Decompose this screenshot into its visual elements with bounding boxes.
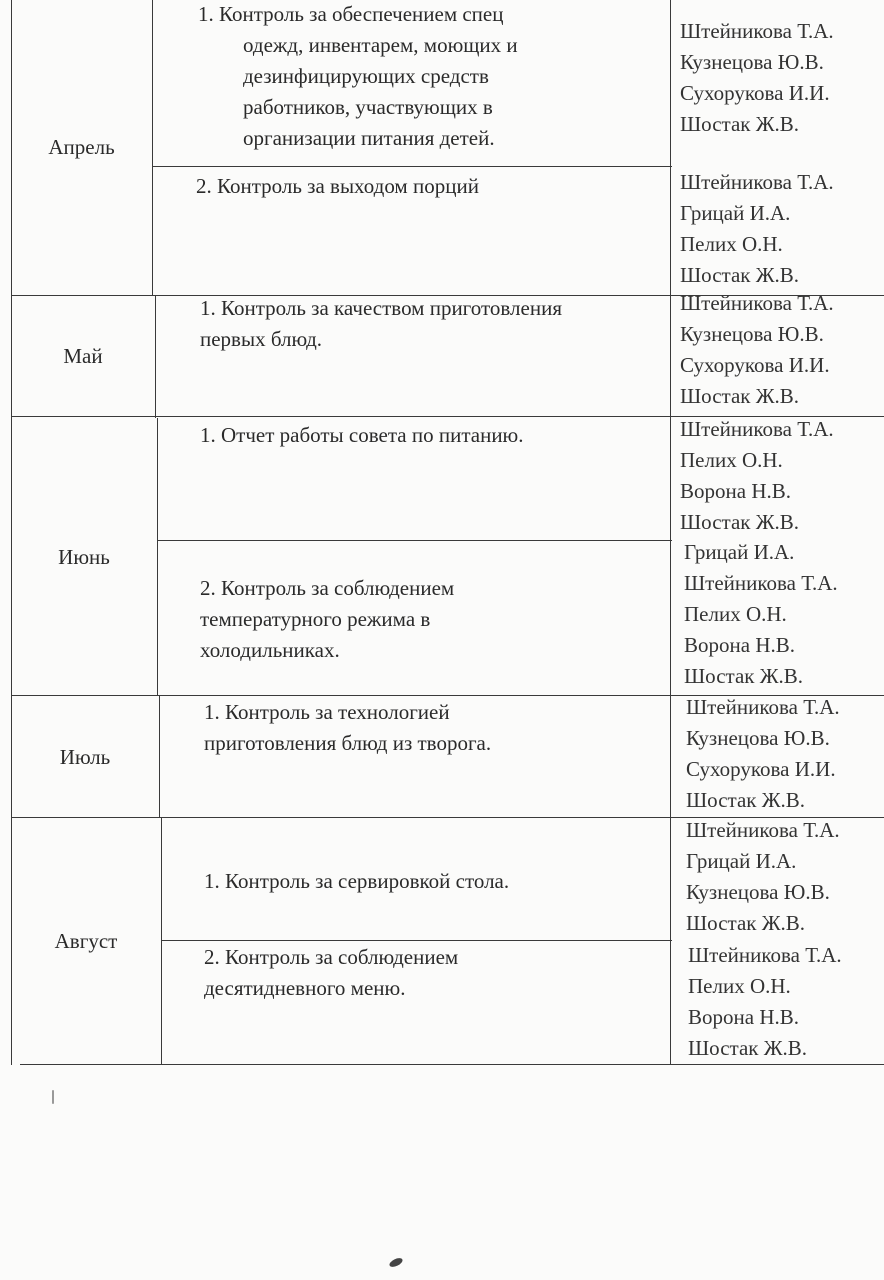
responsible-name: Сухорукова И.И.: [686, 757, 836, 781]
responsible-list: [684, 537, 884, 692]
task-text: [204, 942, 666, 1004]
responsible-name: Грицай И.А.: [680, 201, 791, 225]
responsible-list: [680, 288, 884, 412]
scan-mark: [388, 1256, 404, 1268]
responsible-name: Штейникова Т.А.: [688, 943, 842, 967]
responsible-name: Штейникова Т.А.: [680, 170, 834, 194]
responsible-name: Штейникова Т.А.: [680, 291, 834, 315]
table-divider-month: [155, 296, 156, 418]
responsible-list: [686, 692, 884, 816]
responsible-name: Штейникова Т.А.: [680, 19, 834, 43]
task-line: одежд, инвентарем, моющих и: [243, 33, 518, 57]
table-divider-month: [159, 696, 160, 818]
responsible-name: Ворона Н.В.: [680, 479, 791, 503]
task-line: холодильниках.: [200, 638, 340, 662]
responsible-name: Штейникова Т.А.: [684, 571, 838, 595]
responsible-list: [680, 414, 884, 538]
responsible-name: Кузнецова Ю.В.: [686, 880, 830, 904]
task-line: 1. Контроль за обеспечением спец: [198, 2, 504, 26]
responsible-name: Шостак Ж.В.: [680, 112, 800, 136]
responsible-name: Шостак Ж.В.: [686, 788, 806, 812]
task-line: десятидневного меню.: [204, 976, 406, 1000]
task-text: [204, 697, 665, 759]
responsible-name: Штейникова Т.А.: [686, 695, 840, 719]
task-text: [204, 866, 669, 897]
responsible-name: Кузнецова Ю.В.: [686, 726, 830, 750]
month-label: Апрель: [48, 135, 115, 159]
responsible-name: Сухорукова И.И.: [680, 81, 830, 105]
month-label: Июль: [59, 745, 111, 769]
responsible-name: Кузнецова Ю.В.: [680, 50, 824, 74]
responsible-name: Грицай И.А.: [684, 540, 795, 564]
row-divider: [157, 540, 672, 541]
responsible-name: Шостак Ж.В.: [684, 664, 804, 688]
responsible-name: Сухорукова И.И.: [680, 353, 830, 377]
responsible-list: [686, 815, 884, 939]
table-divider-month: [161, 818, 162, 1065]
month-label: Май: [63, 344, 103, 368]
responsible-name: Пелих О.Н.: [688, 974, 791, 998]
table-divider-month: [157, 418, 158, 696]
responsible-name: Шостак Ж.В.: [686, 911, 806, 935]
responsible-name: Пелих О.Н.: [680, 448, 783, 472]
month-label: Июнь: [58, 545, 110, 569]
responsible-name: Ворона Н.В.: [684, 633, 795, 657]
task-line: работников, участвующих в: [243, 95, 493, 119]
table-divider-names: [670, 0, 671, 1065]
responsible-name: Штейникова Т.А.: [680, 417, 834, 441]
task-line: 1. Отчет работы совета по питанию.: [200, 423, 524, 447]
responsible-list: [680, 16, 884, 140]
row-divider: [152, 166, 672, 167]
task-line: 2. Контроль за соблюдением: [204, 945, 459, 969]
month-label: Август: [54, 929, 118, 953]
table-divider-month: [152, 0, 153, 296]
responsible-name: Кузнецова Ю.В.: [680, 322, 824, 346]
responsible-name: Пелих О.Н.: [684, 602, 787, 626]
responsible-name: Ворона Н.В.: [688, 1005, 799, 1029]
task-line: 1. Контроль за технологией: [204, 700, 450, 724]
responsible-list: [688, 940, 884, 1064]
task-line: температурного режима в: [200, 607, 431, 631]
table-border-bottom: [20, 1064, 884, 1065]
responsible-list: [680, 167, 884, 291]
task-text: [200, 293, 665, 355]
responsible-name: Шостак Ж.В.: [680, 384, 800, 408]
responsible-name: Шостак Ж.В.: [688, 1036, 808, 1060]
task-line: дезинфицирующих средств: [243, 64, 489, 88]
task-line: приготовления блюд из творога.: [204, 731, 492, 755]
responsible-name: Грицай И.А.: [686, 849, 797, 873]
task-text: [200, 573, 665, 666]
scan-mark: [52, 1090, 54, 1104]
responsible-name: Пелих О.Н.: [680, 232, 783, 256]
responsible-name: Шостак Ж.В.: [680, 263, 800, 287]
task-line: организации питания детей.: [243, 126, 495, 150]
row-divider: [161, 940, 672, 941]
task-line: 1. Контроль за сервировкой стола.: [204, 869, 510, 893]
task-text: [198, 0, 660, 154]
task-line: 1. Контроль за качеством приготовления: [200, 296, 562, 320]
task-line: 2. Контроль за соблюдением: [200, 576, 455, 600]
task-line: первых блюд.: [200, 327, 323, 351]
task-line: 2. Контроль за выходом порций: [196, 174, 479, 198]
task-text: [196, 171, 661, 202]
responsible-name: Штейникова Т.А.: [686, 818, 840, 842]
responsible-name: Шостак Ж.В.: [680, 510, 800, 534]
task-text: [200, 420, 665, 451]
